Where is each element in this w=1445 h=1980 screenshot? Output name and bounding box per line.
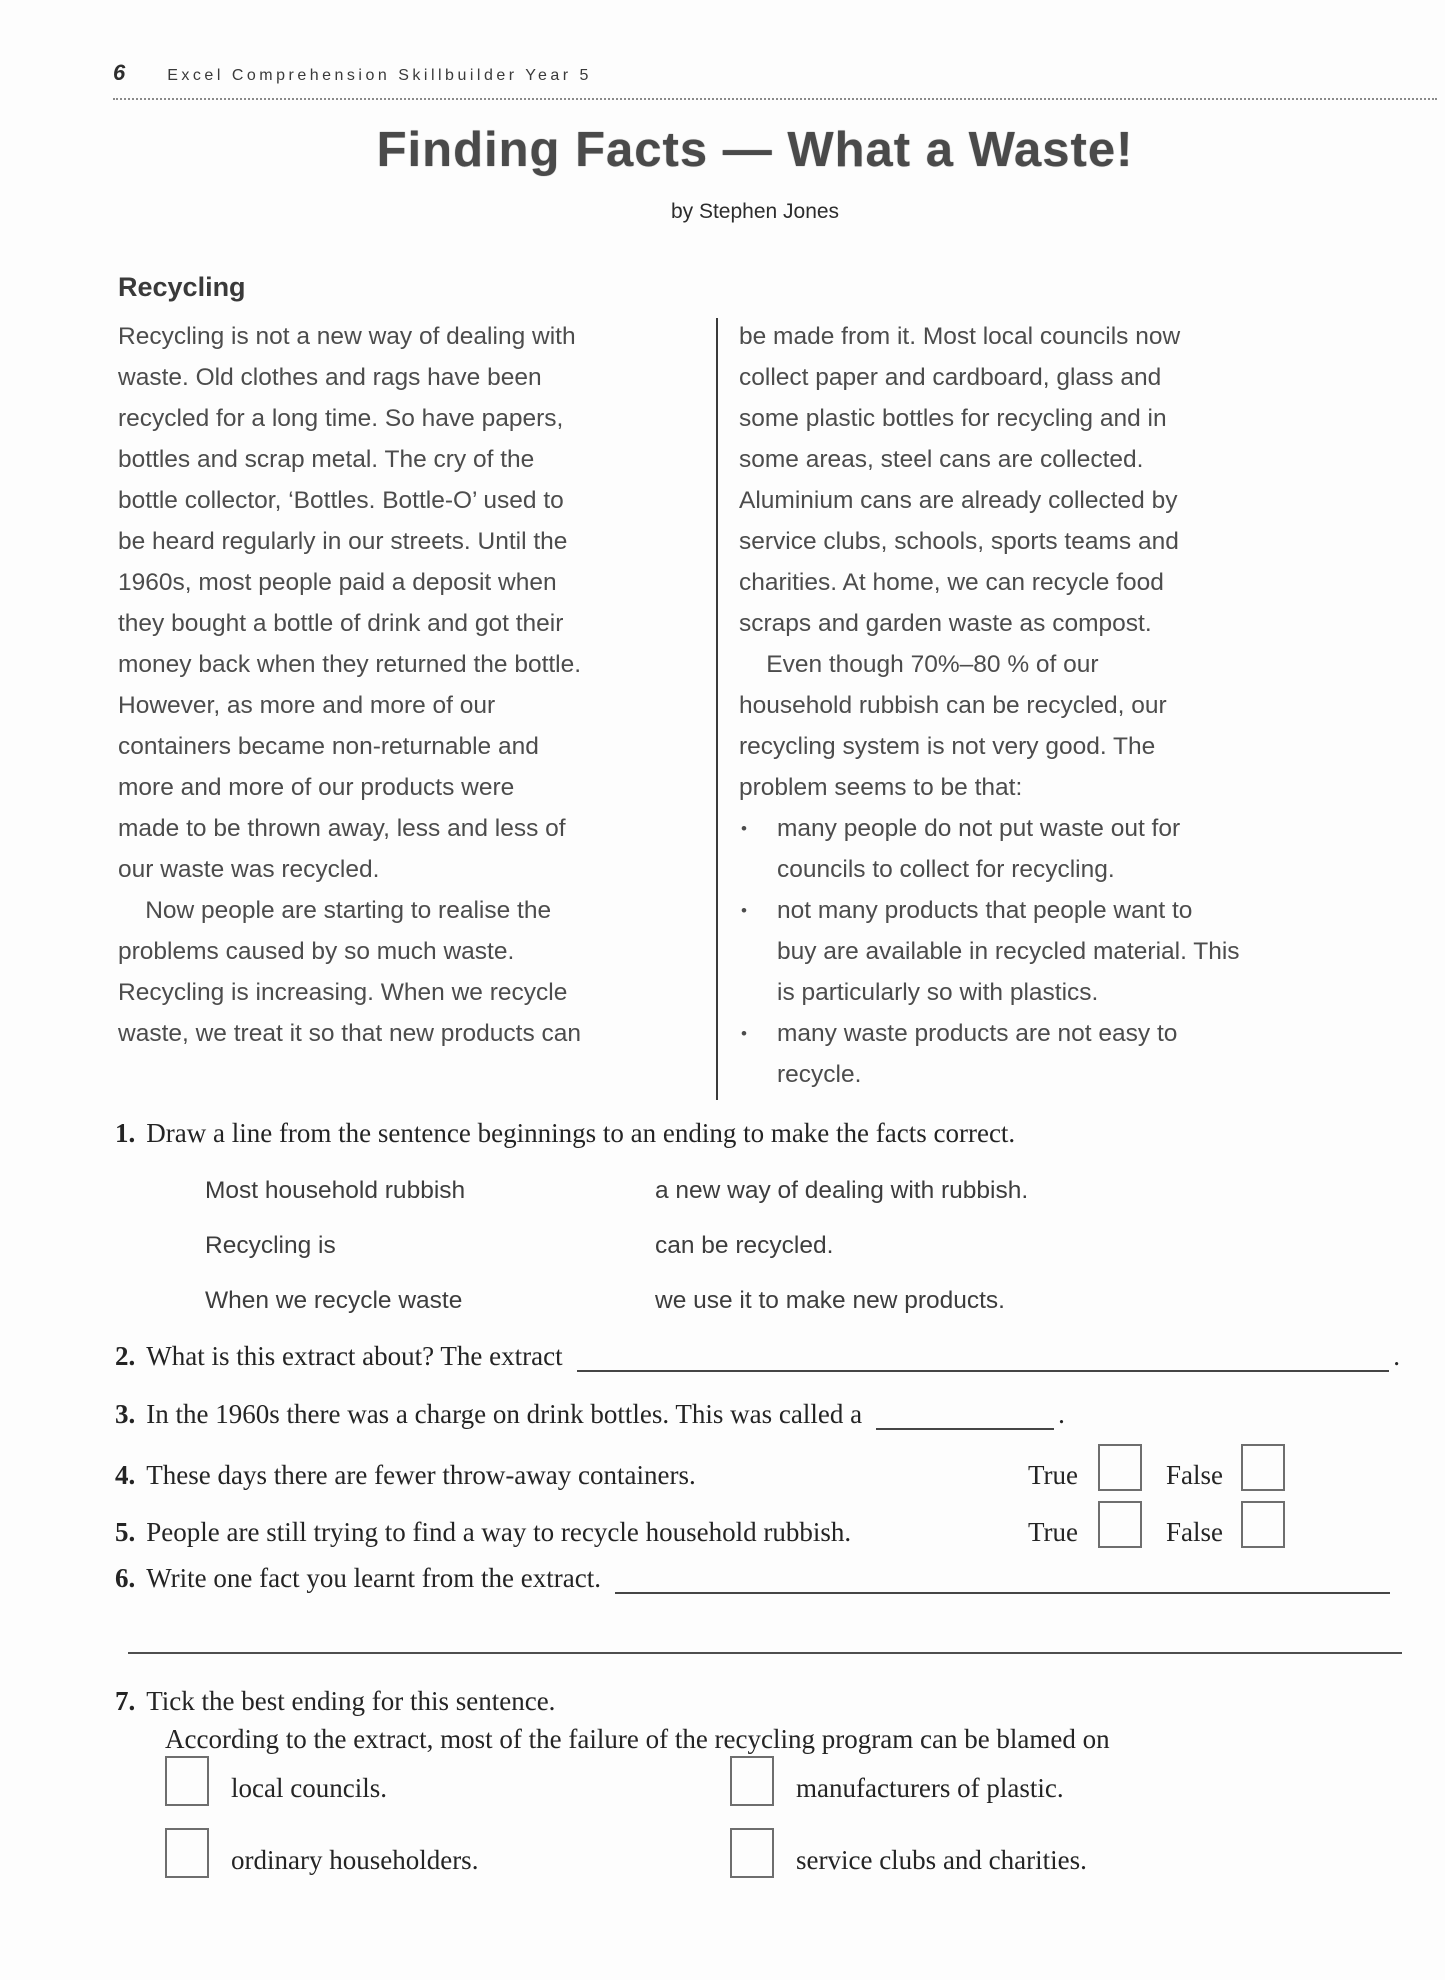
passage-line: they bought a bottle of drink and got their <box>118 610 564 637</box>
passage-line: problem seems to be that: <box>739 774 1023 801</box>
option-label: manufacturers of plastic. <box>796 1773 1064 1803</box>
match-beginnings <box>205 1168 465 1333</box>
question-7 <box>115 1686 555 1717</box>
question-1-number: 1. <box>115 1118 136 1148</box>
passage-line: containers became non-returnable and <box>118 733 539 760</box>
question-2-number: 2. <box>115 1341 136 1371</box>
passage-line: waste. Old clothes and rags have been <box>118 364 542 391</box>
question-5 <box>115 1501 1285 1548</box>
question-5-true-label: True <box>1027 1517 1078 1547</box>
bullet-icon: • <box>741 819 747 838</box>
passage-line: recycling system is not very good. The <box>739 733 1156 760</box>
question-2-answer-blank[interactable] <box>577 1338 1390 1372</box>
question-4-number: 4. <box>115 1460 136 1490</box>
question-4-true-checkbox[interactable] <box>1098 1444 1142 1491</box>
passage-line: councils to collect for recycling. <box>777 856 1115 883</box>
question-4-false-label: False <box>1166 1460 1223 1490</box>
passage-line: more and more of our products were <box>118 774 515 801</box>
question-1-text: Draw a line from the sentence beginnings to an ending to make the facts correct. <box>146 1118 1016 1148</box>
question-2 <box>115 1338 1400 1372</box>
section-heading: Recycling <box>118 272 246 302</box>
passage-line: However, as more and more of our <box>118 692 496 719</box>
passage-line: 1960s, most people paid a deposit when <box>118 569 557 596</box>
passage-line: collect paper and cardboard, glass and <box>739 364 1162 391</box>
passage-line: Recycling is not a new way of dealing with <box>118 323 576 350</box>
question-1 <box>115 1118 1015 1149</box>
article-title: Finding Facts — What a Waste! <box>376 123 1134 177</box>
question-3-answer-blank[interactable] <box>876 1396 1054 1430</box>
passage-line: bottles and scrap metal. The cry of the <box>118 446 535 473</box>
question-4-true-false-group <box>1028 1444 1285 1491</box>
passage-line: some areas, steel cans are collected. <box>739 446 1144 473</box>
passage-line: many people do not put waste out for <box>777 815 1181 842</box>
question-7-option-checkbox[interactable] <box>165 1828 209 1878</box>
passage-line: recycle. <box>777 1061 862 1088</box>
option-label: service clubs and charities. <box>796 1845 1087 1875</box>
option-row <box>165 1828 730 1878</box>
passage-line: made to be thrown away, less and less of <box>118 815 566 842</box>
passage-line: some plastic bottles for recycling and in <box>739 405 1167 432</box>
questions-section <box>115 0 1400 1980</box>
byline: by Stephen Jones <box>670 200 840 223</box>
question-4-false-checkbox[interactable] <box>1241 1444 1285 1491</box>
match-item[interactable]: When we recycle waste <box>205 1287 463 1314</box>
passage-line: charities. At home, we can recycle food <box>739 569 1164 596</box>
passage-line: Aluminium cans are already collected by <box>739 487 1178 514</box>
question-3-suffix: . <box>1058 1399 1065 1429</box>
match-item[interactable]: can be recycled. <box>655 1232 834 1259</box>
passage-line: Now people are starting to realise the <box>118 897 552 924</box>
passage-line: problems caused by so much waste. <box>118 938 515 965</box>
passage-line: our waste was recycled. <box>118 856 380 883</box>
page-number: 6 <box>113 60 126 85</box>
option-row <box>165 1756 730 1806</box>
match-item[interactable]: we use it to make new products. <box>655 1287 1005 1314</box>
option-label: ordinary householders. <box>231 1845 479 1875</box>
question-7-number: 7. <box>115 1686 136 1716</box>
match-item[interactable]: a new way of dealing with rubbish. <box>655 1177 1029 1204</box>
option-row <box>730 1756 1315 1806</box>
match-endings <box>655 1168 1028 1333</box>
question-5-true-false-group <box>1028 1501 1285 1548</box>
book-title: Excel Comprehension Skillbuilder Year 5 <box>167 67 592 84</box>
question-3 <box>115 1396 1065 1430</box>
question-4-text: These days there are fewer throw-away containers. <box>146 1460 696 1490</box>
bullet-icon: • <box>741 901 747 920</box>
question-7-option-checkbox[interactable] <box>730 1828 774 1878</box>
question-7-option-checkbox[interactable] <box>165 1756 209 1806</box>
passage-line: Recycling is increasing. When we recycle <box>118 979 568 1006</box>
question-7-text: Tick the best ending for this sentence. <box>146 1686 556 1716</box>
passage-line: buy are available in recycled material. This <box>777 938 1240 965</box>
question-7-stem: According to the extract, most of the failure of the recycling program can be blamed on <box>165 1724 1110 1754</box>
passage-line: is particularly so with plastics. <box>777 979 1099 1006</box>
question-5-true-checkbox[interactable] <box>1098 1501 1142 1548</box>
question-3-text: In the 1960s there was a charge on drink bottles. This was called a <box>146 1399 863 1429</box>
question-4-true-label: True <box>1027 1460 1078 1490</box>
match-item[interactable]: Recycling is <box>205 1232 336 1259</box>
question-5-false-label: False <box>1166 1517 1223 1547</box>
passage-line: bottle collector, ‘Bottles. Bottle-O’ used to <box>118 487 564 514</box>
question-2-suffix: . <box>1393 1341 1400 1371</box>
passage-line: not many products that people want to <box>777 897 1193 924</box>
question-2-text: What is this extract about? The extract <box>146 1341 563 1371</box>
passage-line: scraps and garden waste as compost. <box>739 610 1152 637</box>
question-5-false-checkbox[interactable] <box>1241 1501 1285 1548</box>
match-item[interactable]: Most household rubbish <box>205 1177 466 1204</box>
passage-line: waste, we treat it so that new products can <box>118 1020 582 1047</box>
passage-line: money back when they returned the bottle. <box>118 651 582 678</box>
question-6-second-answer-line[interactable] <box>128 1652 1402 1654</box>
option-label: local councils. <box>231 1773 387 1803</box>
question-7-option-checkbox[interactable] <box>730 1756 774 1806</box>
question-5-number: 5. <box>115 1517 136 1547</box>
passage-line: service clubs, schools, sports teams and <box>739 528 1179 555</box>
question-6-number: 6. <box>115 1563 136 1593</box>
bullet-icon: • <box>741 1024 747 1043</box>
question-7-options <box>165 1756 1315 1878</box>
question-6-text: Write one fact you learnt from the extract. <box>146 1563 601 1593</box>
question-5-text: People are still trying to find a way to recycle household rubbish. <box>146 1517 852 1547</box>
question-6-answer-blank[interactable] <box>615 1560 1390 1594</box>
passage-line: be made from it. Most local councils now <box>739 323 1181 350</box>
passage-line: many waste products are not easy to <box>777 1020 1178 1047</box>
passage-line: household rubbish can be recycled, our <box>739 692 1167 719</box>
option-row <box>730 1828 1315 1878</box>
passage-line: Even though 70%–80 % of our <box>739 651 1099 678</box>
passage-line: recycled for a long time. So have papers, <box>118 405 564 432</box>
question-4 <box>115 1444 1285 1491</box>
question-3-number: 3. <box>115 1399 136 1429</box>
question-6 <box>115 1560 1390 1594</box>
passage-line: be heard regularly in our streets. Until the <box>118 528 568 555</box>
